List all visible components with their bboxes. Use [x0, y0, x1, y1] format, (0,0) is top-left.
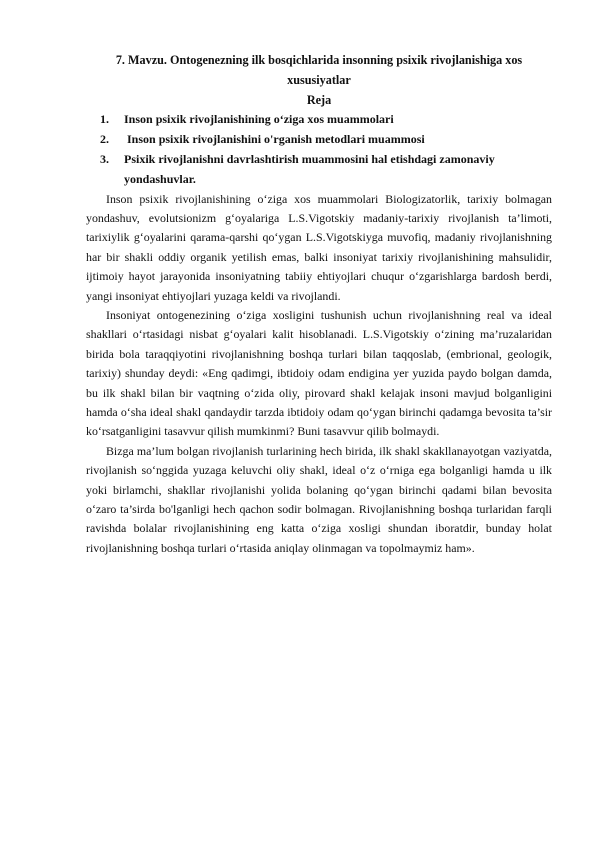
plan-heading: Reja	[306, 92, 332, 107]
body-paragraph: Inson psixik rivojlanishining o‘ziga xos muammolari Biologizatorlik, tarixiy bolmagan yondashuv, evolutsionizm g‘oyalariga L.S.Vigotskiy madaniy-tarixiy rivojlanish ta’limoti, tarixiylik g‘oyalarini qarama-qarshi qo‘ygan L.S.Vigotskiyga muvofiq, madaniy rivojlanishning har bir shakli oddiy organik yetilish emas, balki insoniyat tarixiy rivojlanishining mahsulidir, ijtimoiy hayot jarayonida insoniyatning tabiiy ehtiyojlari chuqur o‘zgarishlarga bardosh berdi, yangi insoniyat ehtiyojlari yuzaga keldi va rivojlandi.	[86, 191, 552, 303]
plan-item-number: 3.	[100, 151, 109, 166]
plan-item	[86, 150, 552, 190]
plan-item-number: 2.	[100, 132, 109, 147]
plan-list	[86, 110, 552, 189]
plan-item-number: 1.	[100, 112, 109, 127]
plan-item-text: Inson psixik rivojlanishini o'rganish metodlari muammosi	[124, 132, 425, 147]
plan-item	[86, 130, 552, 150]
body-paragraph: Bizga ma’lum bolgan rivojlanish turlarining hech birida, ilk shakl skakllanayotgan vaziyatda, rivojlanish so‘nggida yuzaga keluvchi oliy shakl, ideal o‘z o‘rniga ega bolganligi hamda u ilk yoki birlamchi, shakllar rivojlanishi yolida bolaning qo‘ygan birinchi qadami bilan bevosita o‘zaro ta’sirda bo'lganligi hech qachon sodir bolmagan. Rivojlanishning boshqa turlaridan farqli ravishda bolalar rivojlanishining eng katta o‘ziga xosligi shundan iboratdir, bunday holat rivojlanishning boshqa turlari o‘rtasida aniqlay olinmagan va topolmaymiz ham».	[86, 443, 552, 555]
body-paragraph: Insoniyat ontogenezining o‘ziga xosligini tushunish uchun rivojlanishning real va ideal shakllari o‘rtasidagi nisbat g‘oyalari kalit hisoblanadi. L.S.Vigotskiy o‘zining ma’ruzalaridan birida bola taraqqiyotini rivojlanishning boshqa turlari bilan taqqoslab, (embrional, geologik, tarixiy) shunday deydi: «Eng qadimgi, ibtidoiy odam endigina yer yuzida paydo bolgan damda, bu ilk shakl bilan bir vaqtning o‘zida oliy, pirovard shakl kelajak insoni mavjud bolganligini hamda o‘sha ideal shakl qandaydir tarzda ibtidoiy odam qo‘ygan birinchi qadamga bevosita ta’sir ko‘rsatganligini tasavvur qilish mumkinmi? Buni tasavvur qilib bolmaydi.	[86, 308, 552, 439]
page-title: 7. Mavzu. Ontogenezning ilk bosqichlarida insonning psixik rivojlanishiga xos xususiyatlar	[115, 53, 523, 87]
plan-item-text: Psixik rivojlanishni davrlashtirish muammosini hal etishdagi zamonaviy yondashuvlar.	[124, 151, 495, 186]
document-page	[86, 51, 552, 558]
plan-item-text: Inson psixik rivojlanishining o‘ziga xos muammolari	[124, 112, 394, 127]
plan-item	[86, 110, 552, 130]
